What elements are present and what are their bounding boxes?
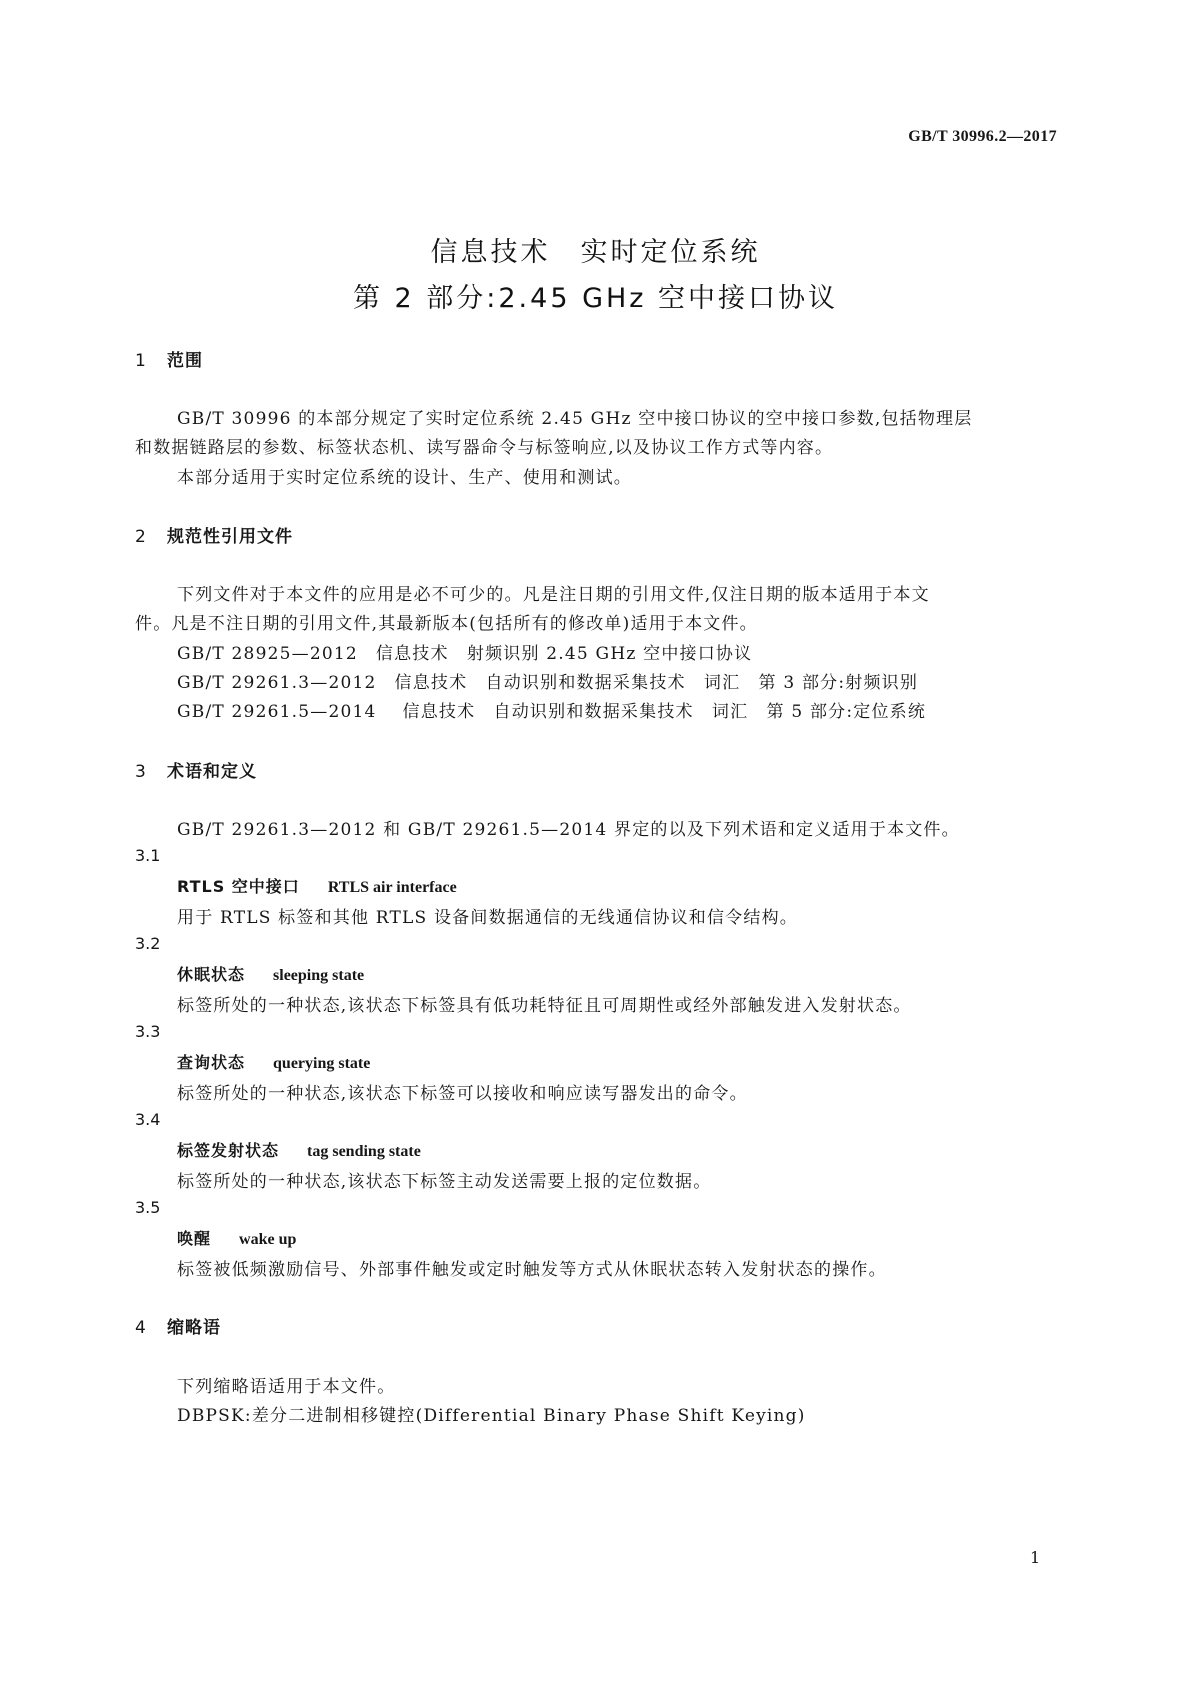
term-name-zh: 查询状态 bbox=[177, 1053, 246, 1072]
term-definition: 标签所处的一种状态,该状态下标签主动发送需要上报的定位数据。 bbox=[177, 1172, 712, 1192]
term-number: 3.1 bbox=[135, 846, 161, 865]
term-definition: 标签所处的一种状态,该状态下标签具有低功耗特征且可周期性或经外部触发进入发射状态。 bbox=[177, 996, 912, 1016]
section-2-paragraph-line: 下列文件对于本文件的应用是必不可少的。凡是注日期的引用文件,仅注日期的版本适用于本文 bbox=[177, 585, 930, 605]
section-title: 术语和定义 bbox=[167, 762, 257, 782]
abbreviation-entry: DBPSK:差分二进制相移键控(Differential Binary Phase Shift Keying) bbox=[177, 1406, 806, 1426]
section-3-heading bbox=[135, 757, 257, 782]
term-name bbox=[177, 874, 457, 897]
term-name-en: wake up bbox=[239, 1231, 297, 1248]
section-number: 3 bbox=[135, 762, 147, 782]
page-number: 1 bbox=[1030, 1548, 1041, 1567]
section-number: 2 bbox=[135, 527, 147, 547]
term-name-en: tag sending state bbox=[307, 1143, 421, 1160]
term-name-zh: RTLS 空中接口 bbox=[177, 877, 300, 896]
section-4-intro: 下列缩略语适用于本文件。 bbox=[177, 1377, 396, 1397]
term-number: 3.5 bbox=[135, 1198, 161, 1217]
document-title-line2: 第 2 部分:2.45 GHz 空中接口协议 bbox=[352, 283, 839, 314]
term-definition: 用于 RTLS 标签和其他 RTLS 设备间数据通信的无线通信协议和信令结构。 bbox=[177, 908, 798, 928]
term-number: 3.4 bbox=[135, 1110, 161, 1129]
term-number: 3.2 bbox=[135, 934, 161, 953]
section-number: 1 bbox=[135, 351, 147, 371]
section-2-paragraph-line: 件。凡是不注日期的引用文件,其最新版本(包括所有的修改单)适用于本文件。 bbox=[135, 614, 758, 634]
reference-code: GB/T 29261.5—2014 bbox=[177, 702, 377, 722]
term-name-en: RTLS air interface bbox=[327, 879, 457, 896]
term-name-zh: 唤醒 bbox=[177, 1229, 212, 1248]
term-name-en: sleeping state bbox=[273, 967, 365, 984]
section-1-paragraph-line: 和数据链路层的参数、标签状态机、读写器命令与标签响应,以及协议工作方式等内容。 bbox=[135, 438, 834, 458]
term-name bbox=[177, 1226, 296, 1249]
reference-title: 信息技术 射频识别 2.45 GHz 空中接口协议 bbox=[375, 644, 753, 664]
term-name bbox=[177, 1050, 370, 1073]
reference-code: GB/T 29261.3—2012 bbox=[177, 673, 377, 693]
normative-reference bbox=[177, 639, 752, 664]
term-definition: 标签被低频激励信号、外部事件触发或定时触发等方式从休眠状态转入发射状态的操作。 bbox=[177, 1260, 887, 1280]
term-name-en: querying state bbox=[273, 1055, 371, 1072]
section-1-heading bbox=[135, 346, 203, 371]
normative-reference bbox=[177, 668, 918, 693]
term-definition: 标签所处的一种状态,该状态下标签可以接收和响应读写器发出的命令。 bbox=[177, 1084, 748, 1104]
section-title: 规范性引用文件 bbox=[167, 527, 293, 547]
reference-title: 信息技术 自动识别和数据采集技术 词汇 第 3 部分:射频识别 bbox=[394, 673, 919, 693]
document-title-line1: 信息技术 实时定位系统 bbox=[430, 237, 761, 268]
term-name-zh: 标签发射状态 bbox=[177, 1141, 280, 1160]
section-1-paragraph: 本部分适用于实时定位系统的设计、生产、使用和测试。 bbox=[177, 468, 632, 488]
term-name bbox=[177, 962, 364, 985]
section-3-intro: GB/T 29261.3—2012 和 GB/T 29261.5—2014 界定的以及下列术语和定义适用于本文件。 bbox=[177, 820, 960, 840]
term-name bbox=[177, 1138, 421, 1161]
section-number: 4 bbox=[135, 1318, 147, 1338]
section-2-heading bbox=[135, 522, 293, 547]
normative-reference bbox=[177, 697, 926, 722]
term-name-zh: 休眠状态 bbox=[177, 965, 246, 984]
reference-title: 信息技术 自动识别和数据采集技术 词汇 第 5 部分:定位系统 bbox=[402, 702, 927, 722]
term-number: 3.3 bbox=[135, 1022, 161, 1041]
section-4-heading bbox=[135, 1313, 221, 1338]
standard-number: GB/T 30996.2—2017 bbox=[908, 128, 1057, 145]
section-title: 缩略语 bbox=[167, 1318, 221, 1338]
reference-code: GB/T 28925—2012 bbox=[177, 644, 358, 664]
section-1-paragraph-line: GB/T 30996 的本部分规定了实时定位系统 2.45 GHz 空中接口协议的空中接口参数,包括物理层 bbox=[177, 409, 973, 429]
section-title: 范围 bbox=[167, 351, 203, 371]
